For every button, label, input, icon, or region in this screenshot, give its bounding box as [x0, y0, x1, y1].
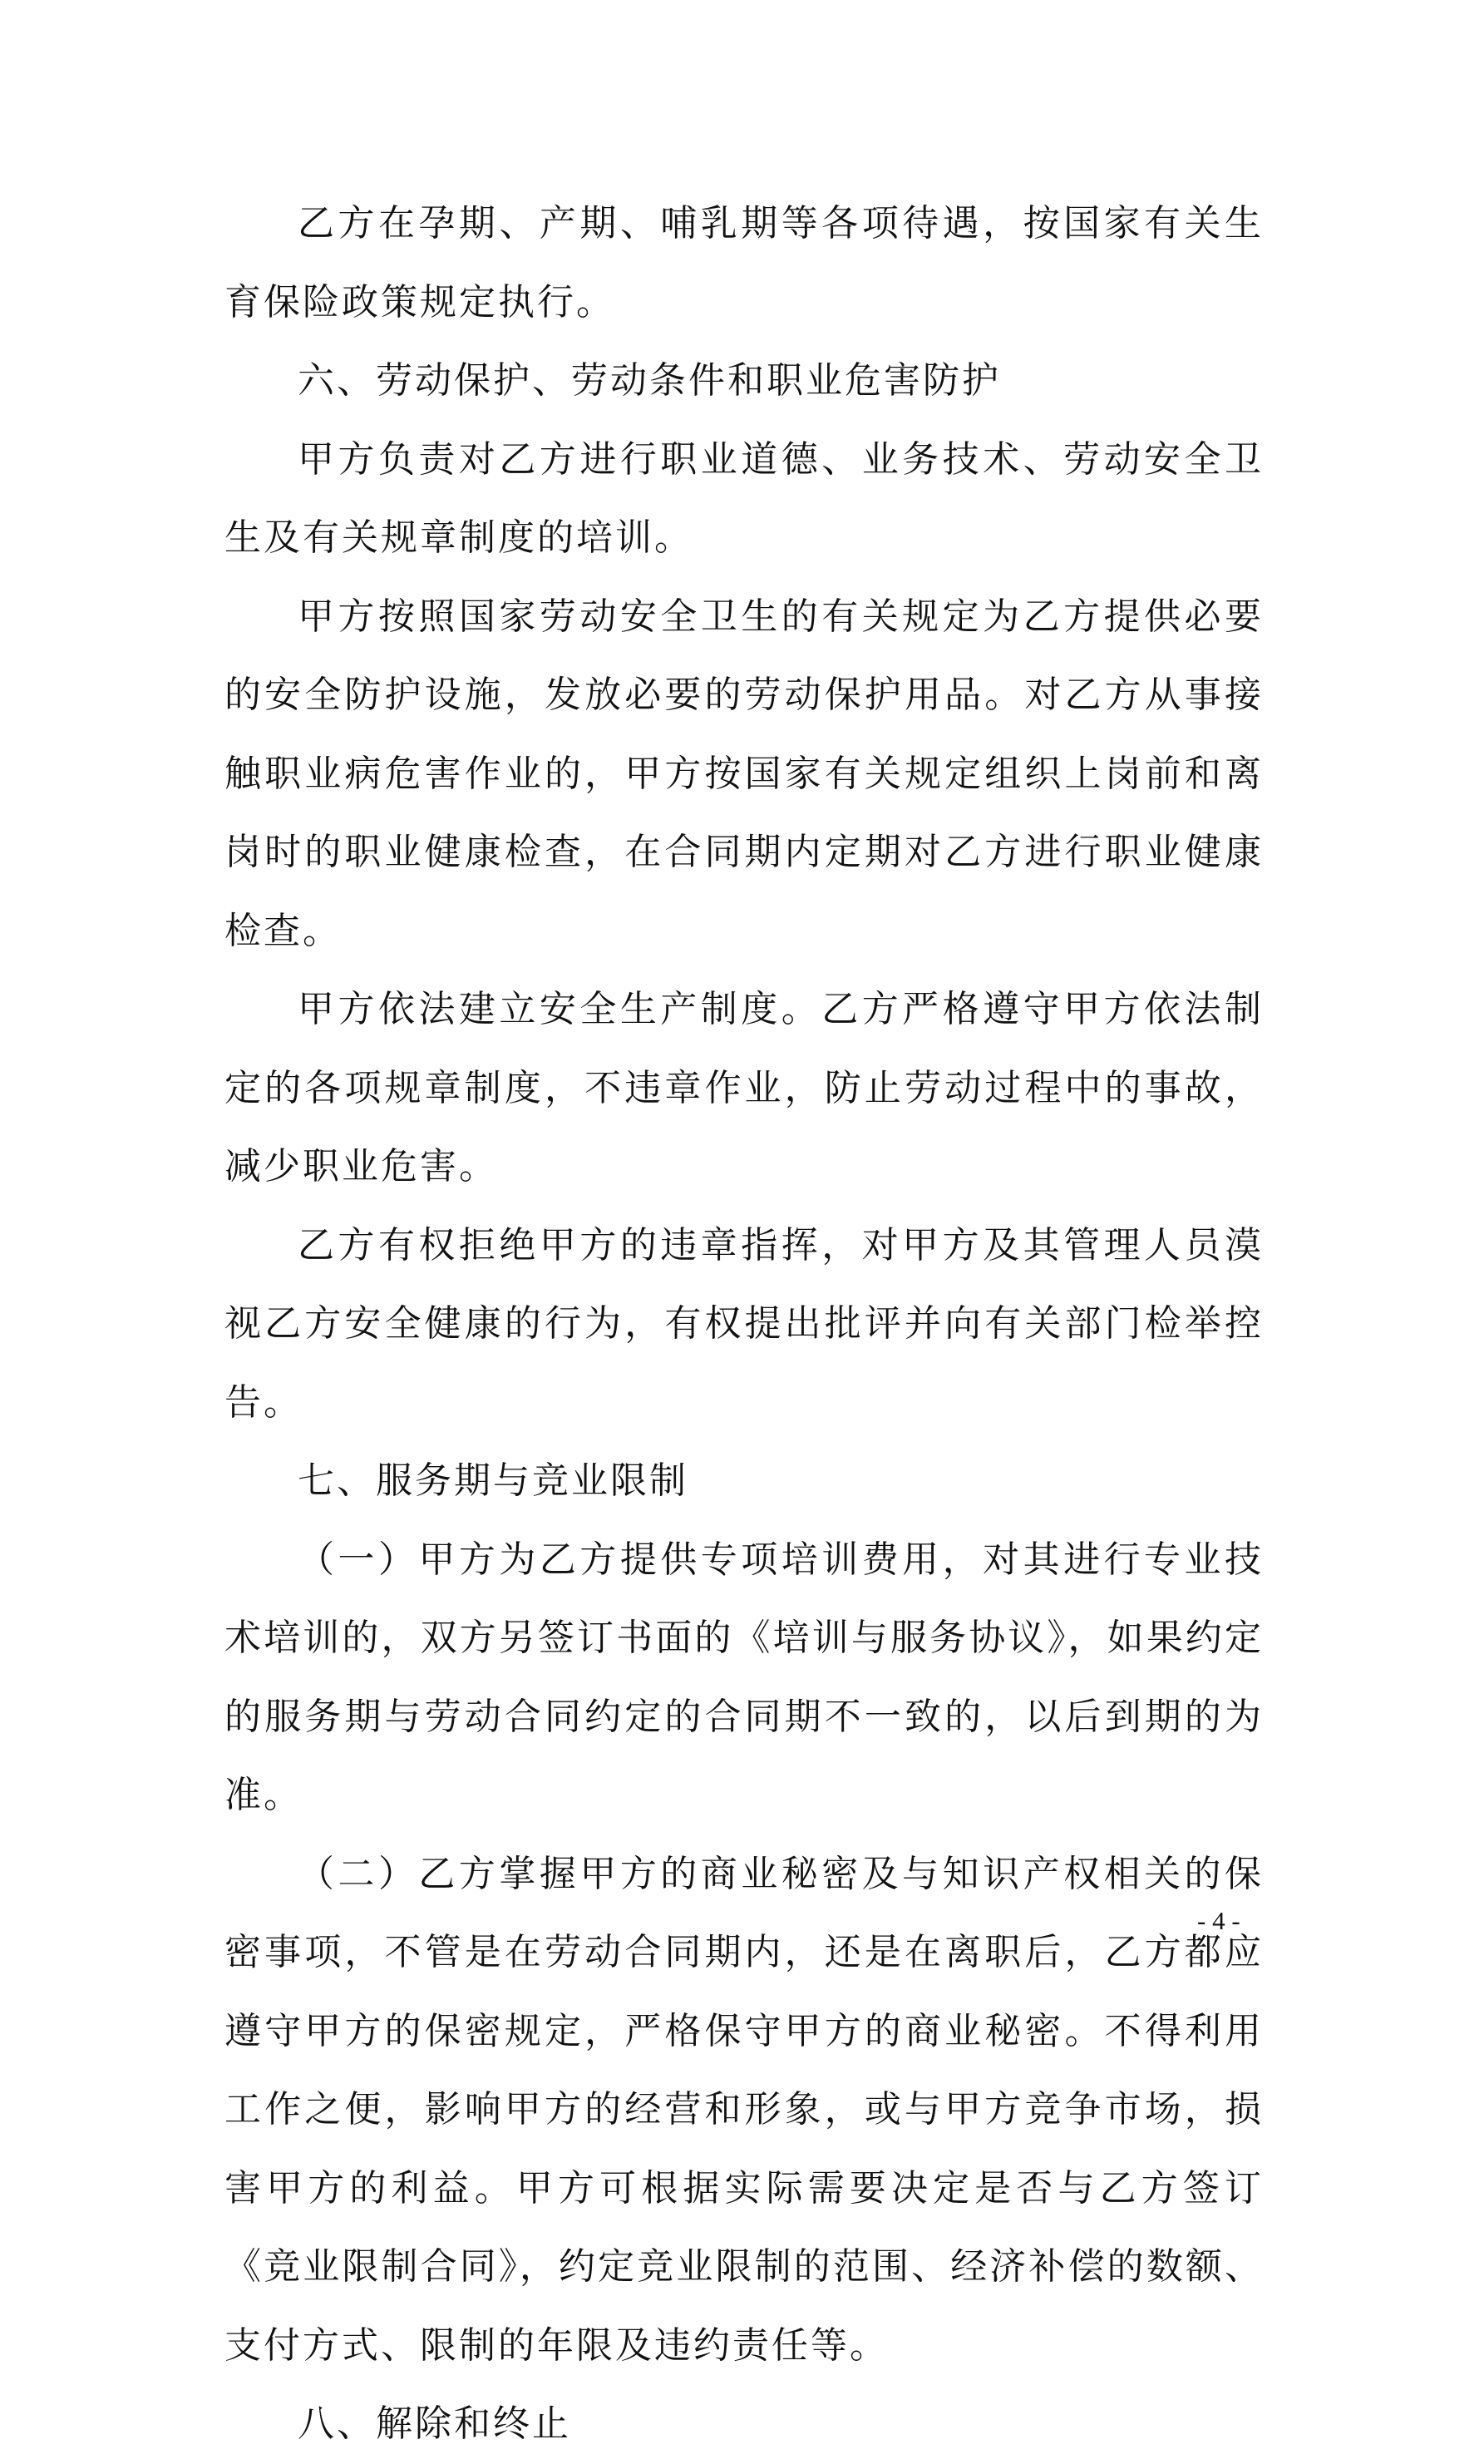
maternity-paragraph: 乙方在孕期、产期、哺乳期等各项待遇，按国家有关生育保险政策规定执行。 [224, 202, 1264, 323]
document-body [224, 185, 1264, 2464]
section-8-heading: 八、解除和终止 [298, 2402, 571, 2445]
section-6-heading: 六、劳动保护、劳动条件和职业危害防护 [298, 359, 1001, 402]
refusal-right-paragraph: 乙方有权拒绝甲方的违章指挥，对甲方及其管理人员漠视乙方安全健康的行为，有权提出批评并向有关部门检举控告。 [224, 1223, 1264, 1424]
clause-7-1: （一）甲方为乙方提供专项培训费用，对其进行专业技术培训的，双方另签订书面的《培训与服务协议》，如果约定的服务期与劳动合同约定的合同期不一致的，以后到期的为准。 [224, 1538, 1264, 1816]
clause-7-2: （二）乙方掌握甲方的商业秘密及与知识产权相关的保密事项，不管是在劳动合同期内，还是在离职后，乙方都应遵守甲方的保密规定，严格保守甲方的商业秘密。不得利用工作之便，影响甲方的经营和形象，或与甲方竞争市场，损害甲方的利益。甲方可根据实际需要决定是否与乙方签订《竞业限制合同》，约定竞业限制的范围、经济补偿的数额、支付方式、限制的年限及违约责任等。 [224, 1852, 1264, 2367]
training-paragraph: 甲方负责对乙方进行职业道德、业务技术、劳动安全卫生及有关规章制度的培训。 [224, 437, 1264, 559]
section-7-heading: 七、服务期与竞业限制 [298, 1459, 688, 1502]
page-number: - 4 - [1197, 1906, 1240, 1935]
protection-paragraph: 甲方按照国家劳动安全卫生的有关规定为乙方提供必要的安全防护设施，发放必要的劳动保护用品。对乙方从事接触职业病危害作业的，甲方按国家有关规定组织上岗前和离岗时的职业健康检查，在合同期内定期对乙方进行职业健康检查。 [224, 595, 1264, 952]
safety-system-paragraph: 甲方依法建立安全生产制度。乙方严格遵守甲方依法制定的各项规章制度，不违章作业，防止劳动过程中的事故，减少职业危害。 [224, 988, 1264, 1188]
